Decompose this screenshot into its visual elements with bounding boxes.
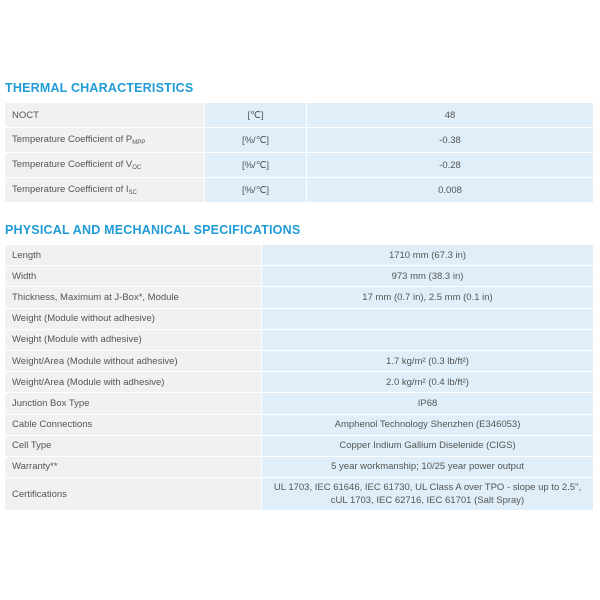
- row-value: IP68: [262, 393, 593, 414]
- row-label: [5, 128, 205, 153]
- table-row: [5, 266, 593, 287]
- row-value: 5 year workmanship; 10/25 year power output: [262, 457, 593, 478]
- row-label: [5, 103, 205, 128]
- table-row: [5, 351, 593, 372]
- row-label: [5, 153, 205, 178]
- row-unit: [℃]: [205, 103, 307, 128]
- row-label: Cell Type: [5, 436, 262, 457]
- thermal-characteristics-table: [5, 103, 593, 203]
- row-value: 17 mm (0.7 in), 2.5 mm (0.1 in): [262, 287, 593, 308]
- row-value: [262, 309, 593, 330]
- physical-mechanical-table: [5, 245, 593, 511]
- table-row: [5, 178, 593, 203]
- row-label: Weight (Module with adhesive): [5, 330, 262, 351]
- label-text: Temperature Coefficient of V: [12, 159, 133, 170]
- thermal-characteristics-heading: THERMAL CHARACTERISTICS: [5, 81, 194, 95]
- table-row: [5, 436, 593, 457]
- table-row: [5, 128, 593, 153]
- row-label: Certifications: [5, 478, 262, 511]
- row-unit: [%/℃]: [205, 178, 307, 203]
- table-row: [5, 245, 593, 266]
- table-row: [5, 103, 593, 128]
- row-value: 2.0 kg/m² (0.4 lb/ft²): [262, 372, 593, 393]
- label-text: Temperature Coefficient of P: [12, 134, 133, 145]
- row-label: Width: [5, 266, 262, 287]
- table-row: [5, 393, 593, 414]
- row-value: -0.28: [307, 153, 593, 178]
- row-label: Length: [5, 245, 262, 266]
- certifications-line-2: cUL 1703, IEC 62716, IEC 61701 (Salt Spray): [330, 495, 525, 507]
- row-label: [5, 178, 205, 203]
- row-value: 1.7 kg/m² (0.3 lb/ft²): [262, 351, 593, 372]
- label-subscript: MPP: [132, 140, 146, 146]
- table-row: [5, 153, 593, 178]
- row-label: Cable Connections: [5, 415, 262, 436]
- row-value: -0.38: [307, 128, 593, 153]
- row-label: Weight (Module without adhesive): [5, 309, 262, 330]
- row-unit: [%/℃]: [205, 128, 307, 153]
- table-row: [5, 415, 593, 436]
- label-subscript: SC: [128, 190, 137, 196]
- row-value: 1710 mm (67.3 in): [262, 245, 593, 266]
- row-label: Junction Box Type: [5, 393, 262, 414]
- row-value: 48: [307, 103, 593, 128]
- row-value: [262, 330, 593, 351]
- table-row: [5, 478, 593, 511]
- table-row: [5, 330, 593, 351]
- row-label: Weight/Area (Module without adhesive): [5, 351, 262, 372]
- label-text: Temperature Coefficient of I: [12, 184, 129, 195]
- row-label: Weight/Area (Module with adhesive): [5, 372, 262, 393]
- table-row: [5, 287, 593, 308]
- label-text: NOCT: [12, 109, 39, 121]
- table-row: [5, 457, 593, 478]
- table-row: [5, 309, 593, 330]
- row-unit: [%/℃]: [205, 153, 307, 178]
- row-value: 973 mm (38.3 in): [262, 266, 593, 287]
- certifications-line-1: UL 1703, IEC 61646, IEC 61730, UL Class A over TPO - slope up to 2.5",: [273, 482, 582, 494]
- physical-mechanical-heading: PHYSICAL AND MECHANICAL SPECIFICATIONS: [5, 223, 301, 237]
- table-row: [5, 372, 593, 393]
- row-value: Amphenol Technology Shenzhen (E346053): [262, 415, 593, 436]
- row-value: Copper Indium Gallium Diselenide (CIGS): [262, 436, 593, 457]
- label-subscript: OC: [132, 165, 142, 171]
- row-value: 0.008: [307, 178, 593, 203]
- row-value: [262, 478, 593, 511]
- row-label: Thickness, Maximum at J-Box*, Module: [5, 287, 262, 308]
- row-label: Warranty**: [5, 457, 262, 478]
